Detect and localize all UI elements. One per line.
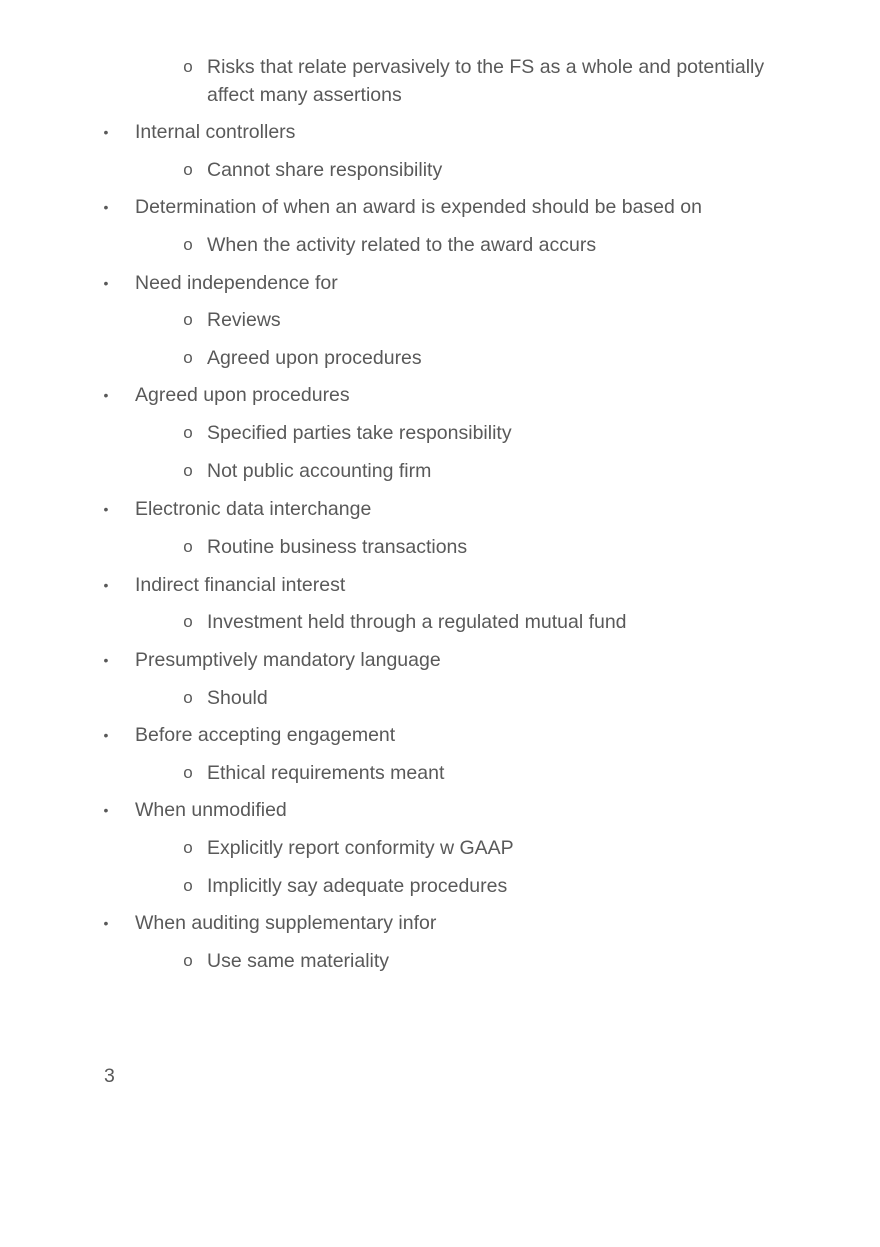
item-text: Routine business transactions xyxy=(207,536,468,558)
page-number: 3 xyxy=(104,1065,115,1087)
bullet-marker: • xyxy=(103,652,109,668)
item-text: When auditing supplementary infor xyxy=(135,912,437,934)
item-text: Specified parties take responsibility xyxy=(207,422,512,444)
item-text: Agreed upon procedures xyxy=(135,384,350,406)
item-text: Not public accounting firm xyxy=(207,460,432,482)
bullet-marker: • xyxy=(103,275,109,291)
sub-bullet-marker: o xyxy=(183,951,193,970)
item-text: Electronic data interchange xyxy=(135,498,372,520)
bullet-marker: • xyxy=(103,387,109,403)
item-text: Before accepting engagement xyxy=(135,724,396,746)
sub-bullet-marker: o xyxy=(183,310,193,329)
sub-bullet-marker: o xyxy=(183,688,193,707)
sub-bullet-marker: o xyxy=(183,423,193,442)
sub-bullet-marker: o xyxy=(183,876,193,895)
item-text: Explicitly report conformity w GAAP xyxy=(207,837,514,859)
sub-bullet-marker: o xyxy=(183,537,193,556)
bullet-marker: • xyxy=(103,727,109,743)
sub-bullet-marker: o xyxy=(183,838,193,857)
item-text: Determination of when an award is expended should be based on xyxy=(135,196,702,218)
bullet-marker: • xyxy=(103,501,109,517)
bullet-marker: • xyxy=(103,577,109,593)
item-text: Investment held through a regulated mutual fund xyxy=(207,611,627,633)
bullet-marker: • xyxy=(103,199,109,215)
sub-bullet-marker: o xyxy=(183,235,193,254)
item-text: When the activity related to the award accurs xyxy=(207,234,597,256)
item-text: Cannot share responsibility xyxy=(207,159,443,181)
bullet-marker: • xyxy=(103,915,109,931)
bullet-marker: • xyxy=(103,802,109,818)
item-text: Implicitly say adequate procedures xyxy=(207,875,508,897)
sub-bullet-marker: o xyxy=(183,612,193,631)
item-text: Internal controllers xyxy=(135,121,296,143)
item-text: Ethical requirements meant xyxy=(207,762,445,784)
item-text: Agreed upon procedures xyxy=(207,347,422,369)
item-text: Presumptively mandatory language xyxy=(135,649,441,671)
sub-bullet-marker: o xyxy=(183,160,193,179)
item-text: Indirect financial interest xyxy=(135,574,346,596)
item-text: Reviews xyxy=(207,309,281,331)
sub-bullet-marker: o xyxy=(183,461,193,480)
bullet-marker: • xyxy=(103,124,109,140)
item-text: When unmodified xyxy=(135,799,287,821)
item-text: Need independence for xyxy=(135,272,338,294)
sub-bullet-marker: o xyxy=(183,348,193,367)
sub-bullet-marker: o xyxy=(183,57,193,76)
item-text: affect many assertions xyxy=(207,84,402,106)
item-text: Use same materiality xyxy=(207,950,390,972)
item-text: Should xyxy=(207,687,268,709)
sub-bullet-marker: o xyxy=(183,763,193,782)
item-text: Risks that relate pervasively to the FS as a whole and potentially xyxy=(207,56,765,78)
